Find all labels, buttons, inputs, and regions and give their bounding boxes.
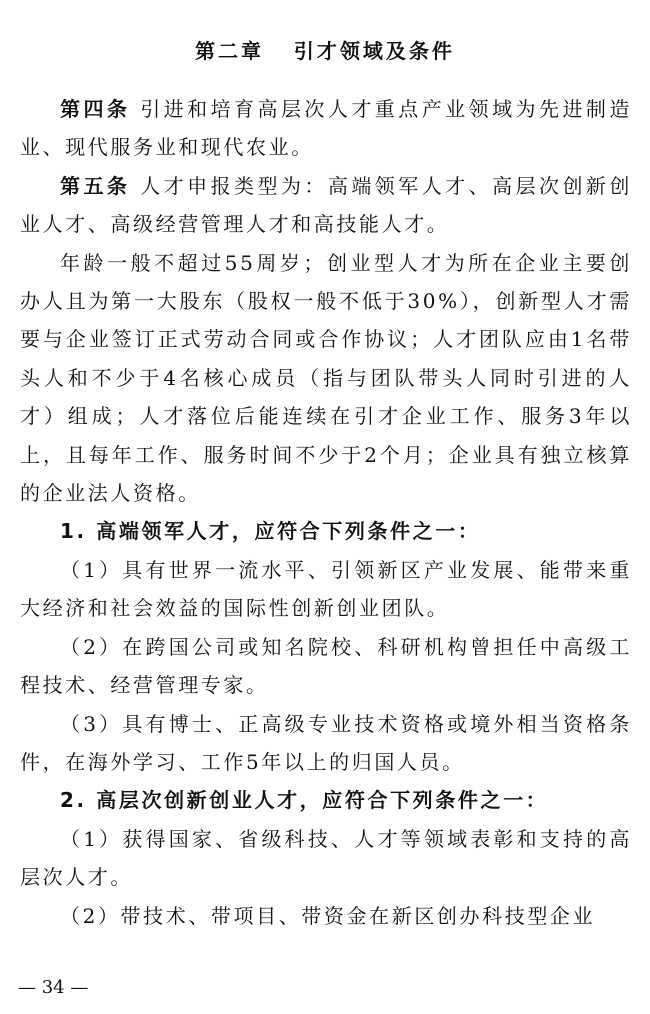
article-5-text: 人才申报类型为：高端领军人才、高层次创新创业人才、高级经营管理人才和高技能人才。	[20, 173, 632, 237]
section-2-item-2: （2）带技术、带项目、带资金在新区创办科技型企业	[60, 903, 596, 928]
article-4-label: 第四条	[60, 97, 131, 121]
article-5-label: 第五条	[60, 173, 131, 198]
general-conditions-paragraph: 年龄一般不超过55周岁；创业型人才为所在企业主要创办人且为第一大股东（股权一般不低于30%），创新型人才需要与企业签订正式劳动合同或合作协议；人才团队应由1名带头人和不少于4名核心成员（指与团队带头人同时引进的人才）组成；人才落位后能连续在引才企业工作、服务3年以上，且每年工作、服务时间不少于2个月；企业具有独立核算的企业法人资格。	[20, 250, 632, 506]
article-5-paragraph	[20, 167, 632, 244]
section-1-heading: 1. 高端领军人才，应符合下列条件之一：	[60, 519, 481, 544]
section-2-item-1: （1）获得国家、省级科技、人才等领域表彰和支持的高层次人才。	[20, 826, 632, 890]
article-4-paragraph	[20, 90, 632, 167]
chapter-title: 第二章 引才领域及条件	[195, 39, 455, 63]
article-4-text: 引进和培育高层次人才重点产业领域为先进制造业、现代服务业和现代农业。	[20, 97, 632, 160]
page-number: — 34 —	[18, 977, 89, 998]
section-1-item-3: （3）具有博士、正高级专业技术资格或境外相当资格条件，在海外学习、工作5年以上的归国人员。	[20, 711, 632, 774]
section-1-item-1: （1）具有世界一流水平、引领新区产业发展、能带来重大经济和社会效益的国际性创新创业团队。	[20, 557, 632, 621]
section-2-heading: 2. 高层次创新创业人才，应符合下列条件之一：	[60, 788, 549, 813]
section-1-item-2: （2）在跨国公司或知名院校、科研机构曾担任中高级工程技术、经营管理专家。	[20, 634, 632, 698]
body-text	[20, 90, 632, 935]
